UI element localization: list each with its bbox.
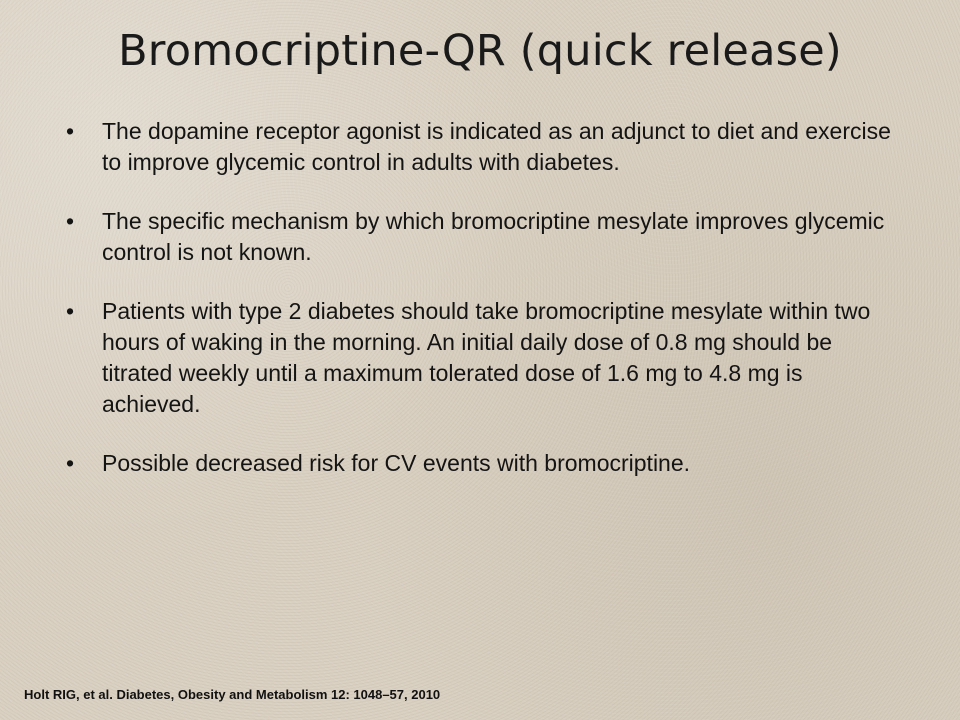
- bullet-text: The dopamine receptor agonist is indicated as an adjunct to diet and exercise to improve glycemic control in adults with diabetes.: [102, 118, 891, 175]
- bullet-text: Possible decreased risk for CV events with bromocriptine.: [102, 450, 691, 476]
- bullet-list: [62, 116, 892, 479]
- slide-title: Bromocriptine-QR (quick release): [118, 26, 842, 76]
- bullet-dot-icon: •: [66, 118, 75, 144]
- bullet-item-dosing: [62, 296, 892, 420]
- bullet-dot-icon: •: [66, 208, 75, 234]
- bullet-text: The specific mechanism by which bromocriptine mesylate improves glycemic control is not known.: [102, 208, 885, 265]
- bullet-dot-icon: •: [66, 450, 75, 476]
- bullet-item-cv-risk: [62, 448, 892, 479]
- bullet-item-mechanism: [62, 206, 892, 268]
- bullet-dot-icon: •: [66, 298, 75, 324]
- bullet-item-indication: [62, 116, 892, 178]
- bullet-text: Patients with type 2 diabetes should take bromocriptine mesylate within two hours of waking in the morning. An initial daily dose of 0.8 mg should be titrated weekly until a maximum tolerated dose of 1.6 mg to 4.8 mg is achieved.: [102, 298, 871, 417]
- citation-reference: Holt RIG, et al. Diabetes, Obesity and Metabolism 12: 1048–57, 2010: [24, 687, 441, 702]
